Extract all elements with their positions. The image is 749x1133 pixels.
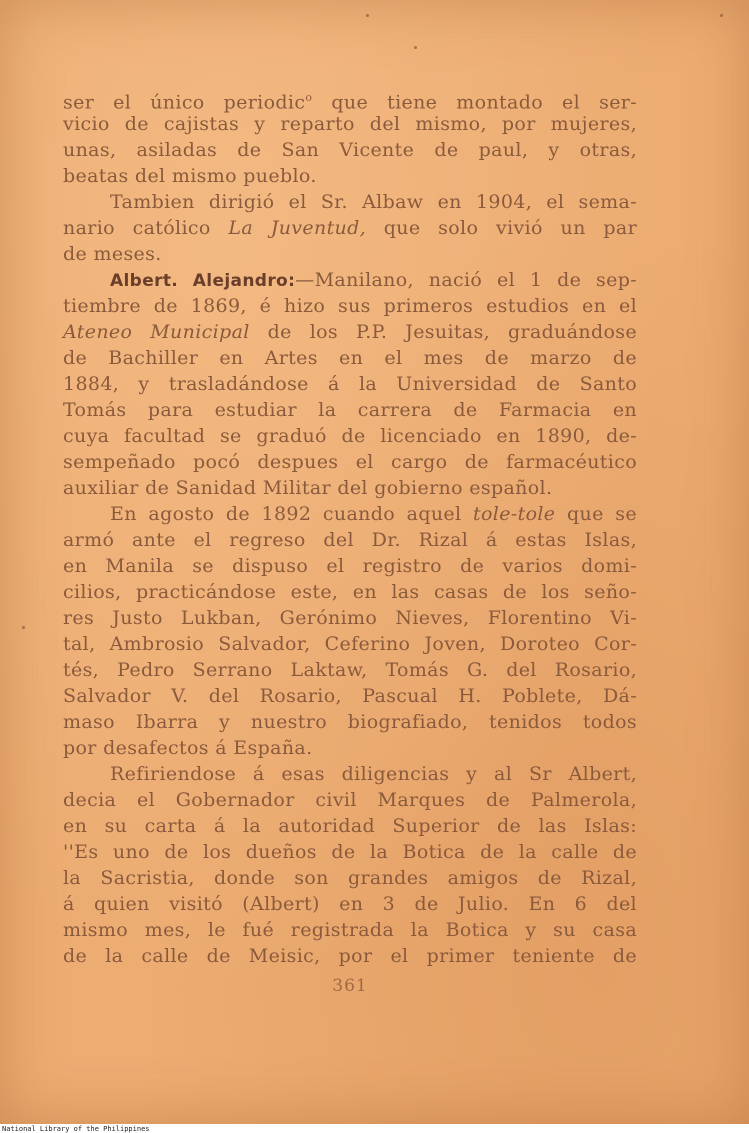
paper-speck (22, 626, 25, 629)
text-line-26: por desafectos á España. (63, 737, 313, 759)
text-line-6: nario católico La Juventud, que solo vivió un par (63, 217, 637, 239)
text-line-22: tal, Ambrosio Salvador, Ceferino Joven, Doroteo Cor- (63, 633, 637, 655)
text-line-28: decia el Gobernador civil Marques de Palmerola, (63, 789, 637, 811)
page-number: 361 (332, 976, 368, 996)
text-line-16: auxiliar de Sanidad Militar del gobierno español. (63, 477, 553, 499)
text-line-15: sempeñado pocó despues el cargo de farmacéutico (63, 451, 637, 473)
text-line-8: Albert. Alejandro:—Manilano, nació el 1 de sep- (110, 269, 637, 291)
text-line-34: de la calle de Meisic, por el primer teniente de (63, 945, 637, 967)
text-line-20: cilios, practicándose este, en las casas de los seño- (63, 581, 637, 603)
text-line-21: res Justo Lukban, Gerónimo Nieves, Florentino Vi- (63, 607, 637, 629)
text-line-30: ''Es uno de los dueños de la Botica de la calle de (63, 841, 637, 863)
text-line-1: ser el único periodic$^o$ que tiene montado el ser- (63, 91, 637, 114)
text-line-10: Ateneo Municipal de los P.P. Jesuitas, graduándose (63, 321, 638, 343)
text-line-25: maso Ibarra y nuestro biografiado, tenidos todos (63, 711, 637, 733)
text-line-3: unas, asiladas de San Vicente de paul, y otras, (63, 139, 637, 161)
paper-speck (366, 14, 369, 17)
text-line-27: Refiriendose á esas diligencias y al Sr Albert, (110, 763, 637, 785)
text-line-24: Salvador V. del Rosario, Pascual H. Poblete, Dá- (63, 685, 637, 707)
text-line-13: Tomás para estudiar la carrera de Farmacia en (63, 399, 637, 421)
text-line-23: tés, Pedro Serrano Laktaw, Tomás G. del Rosario, (63, 659, 637, 681)
text-line-18: armó ante el regreso del Dr. Rizal á estas Islas, (63, 529, 637, 551)
paper-speck (414, 46, 417, 49)
paper-speck (720, 14, 723, 17)
text-line-2: vicio de cajistas y reparto del mismo, por mujeres, (63, 113, 637, 135)
text-line-33: mismo mes, le fué registrada la Botica y su casa (63, 919, 637, 941)
text-line-9: tiembre de 1869, é hizo sus primeros estudios en el (63, 295, 637, 317)
text-line-5: Tambien dirigió el Sr. Albaw en 1904, el sema- (110, 191, 637, 213)
text-line-29: en su carta á la autoridad Superior de las Islas: (63, 815, 637, 837)
text-line-31: la Sacristia, donde son grandes amigos de Rizal, (63, 867, 637, 889)
text-line-14: cuya facultad se graduó de licenciado en 1890, de- (63, 425, 637, 447)
text-line-11: de Bachiller en Artes en el mes de marzo de (63, 347, 637, 369)
text-line-12: 1884, y trasladándose á la Universidad de Santo (63, 373, 637, 395)
text-line-32: á quien visitó (Albert) en 3 de Julio. En 6 del (63, 893, 637, 915)
text-line-17: En agosto de 1892 cuando aquel tole-tole que se (110, 503, 637, 525)
text-line-4: beatas del mismo pueblo. (63, 165, 317, 187)
text-line-19: en Manila se dispuso el registro de varios domi- (63, 555, 637, 577)
footer-credit: National Library of the Philippines (2, 1125, 150, 1133)
text-line-7: de meses. (63, 243, 162, 265)
